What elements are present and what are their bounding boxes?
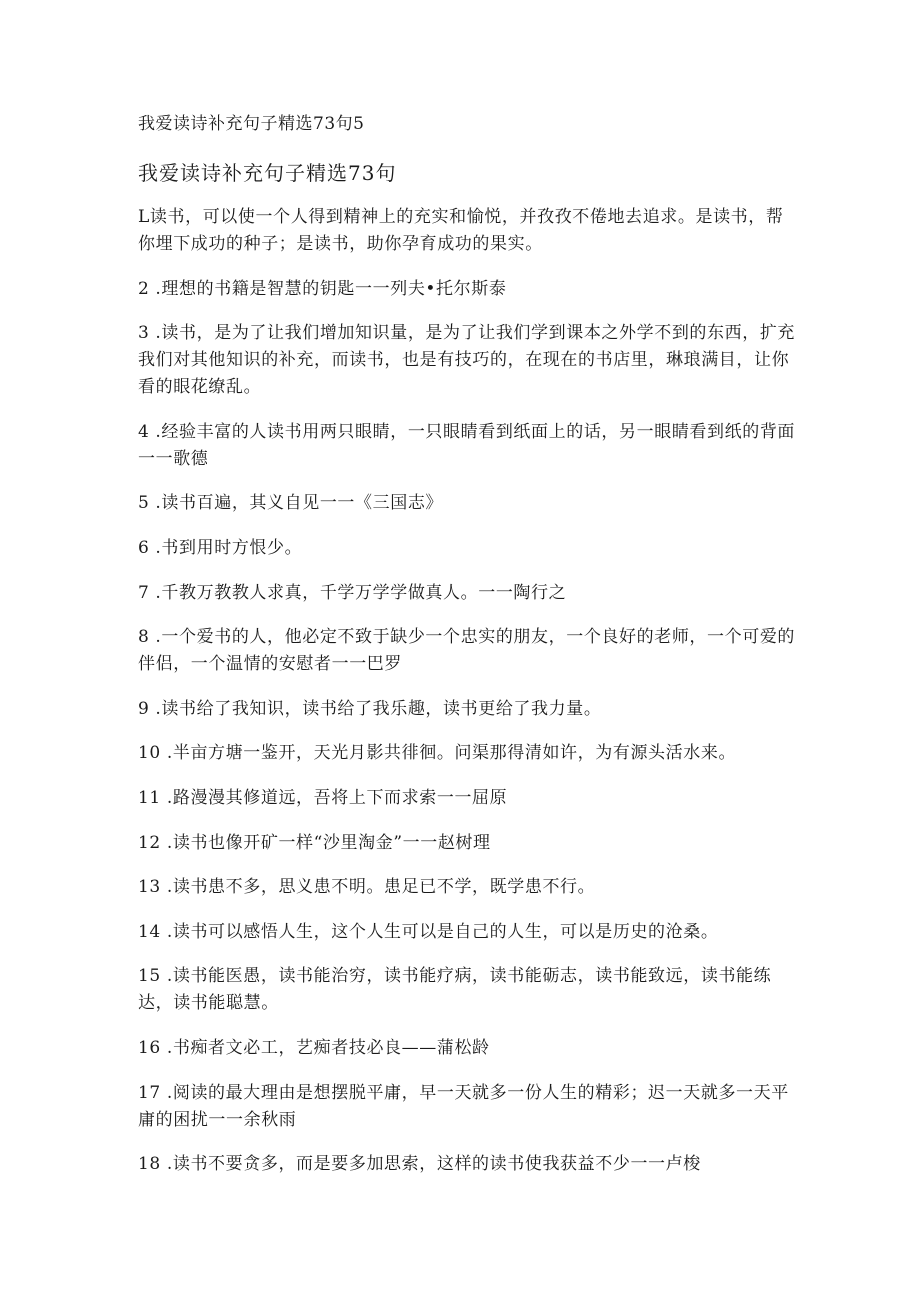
quote-item: 6 .书到用时方恨少。 [138, 537, 303, 558]
quote-item: 8 .一个爱书的人，他必定不致于缺少一个忠实的朋友，一个良好的老师，一个可爱的伴侣，一个温情的安慰者一一巴罗 [138, 627, 796, 675]
quote-item: 12 .读书也像开矿一样“沙里淘金”一一赵树理 [138, 832, 491, 853]
quote-list [138, 204, 798, 1196]
quote-item: 5 .读书百遍，其义自见一一《三国志》 [138, 493, 444, 514]
quote-item: 17 .阅读的最大理由是想摆脱平庸，早一天就多一份人生的精彩；迟一天就多一天平庸的困扰一一余秋雨 [138, 1082, 789, 1130]
quote-item: L读书，可以使一个人得到精神上的充实和愉悦，并孜孜不倦地去追求。是读书，帮你埋下成功的种子；是读书，助你孕育成功的果实。 [138, 207, 784, 254]
quote-item: 13 .读书患不多，思义患不明。患足已不学，既学患不行。 [138, 877, 596, 898]
quote-item: 14 .读书可以感悟人生，这个人生可以是自己的人生，可以是历史的沧桑。 [138, 921, 719, 942]
quote-item: 11 .路漫漫其修道远，吾将上下而求索一一屈原 [138, 787, 508, 808]
quote-item: 15 .读书能医愚，读书能治穷，读书能疗病，读书能砺志，读书能致远，读书能练达，读书能聪慧。 [138, 966, 772, 1014]
document-header: 我爱读诗补充句子精选73句5 [138, 114, 365, 134]
document-title: 我爱读诗补充句子精选73句 [138, 161, 397, 185]
quote-item: 3 .读书，是为了让我们增加知识量，是为了让我们学到课本之外学不到的东西，扩充我们对其他知识的补充，而读书，也是有技巧的，在现在的书店里，琳琅满目，让你看的眼花缭乱。 [138, 323, 796, 398]
quote-item: 18 .读书不要贪多，而是要多加思索，这样的读书使我获益不少一一卢梭 [138, 1154, 701, 1175]
quote-item: 10 .半亩方塘一鉴开，天光月影共徘徊。问渠那得清如许，为有源头活水来。 [138, 743, 737, 764]
quote-item: 16 .书痴者文必工，艺痴者技必良——蒲松龄 [138, 1037, 490, 1058]
quote-item: 2 .理想的书籍是智慧的钥匙一一列夫•托尔斯泰 [138, 278, 507, 299]
quote-item: 9 .读书给了我知识，读书给了我乐趣，读书更给了我力量。 [138, 698, 602, 719]
quote-item: 4 .经验丰富的人读书用两只眼睛，一只眼睛看到纸面上的话，另一眼睛看到纸的背面一一歌德 [138, 421, 796, 469]
quote-item: 7 .千教万教教人求真，千学万学学做真人。一一陶行之 [138, 582, 567, 603]
